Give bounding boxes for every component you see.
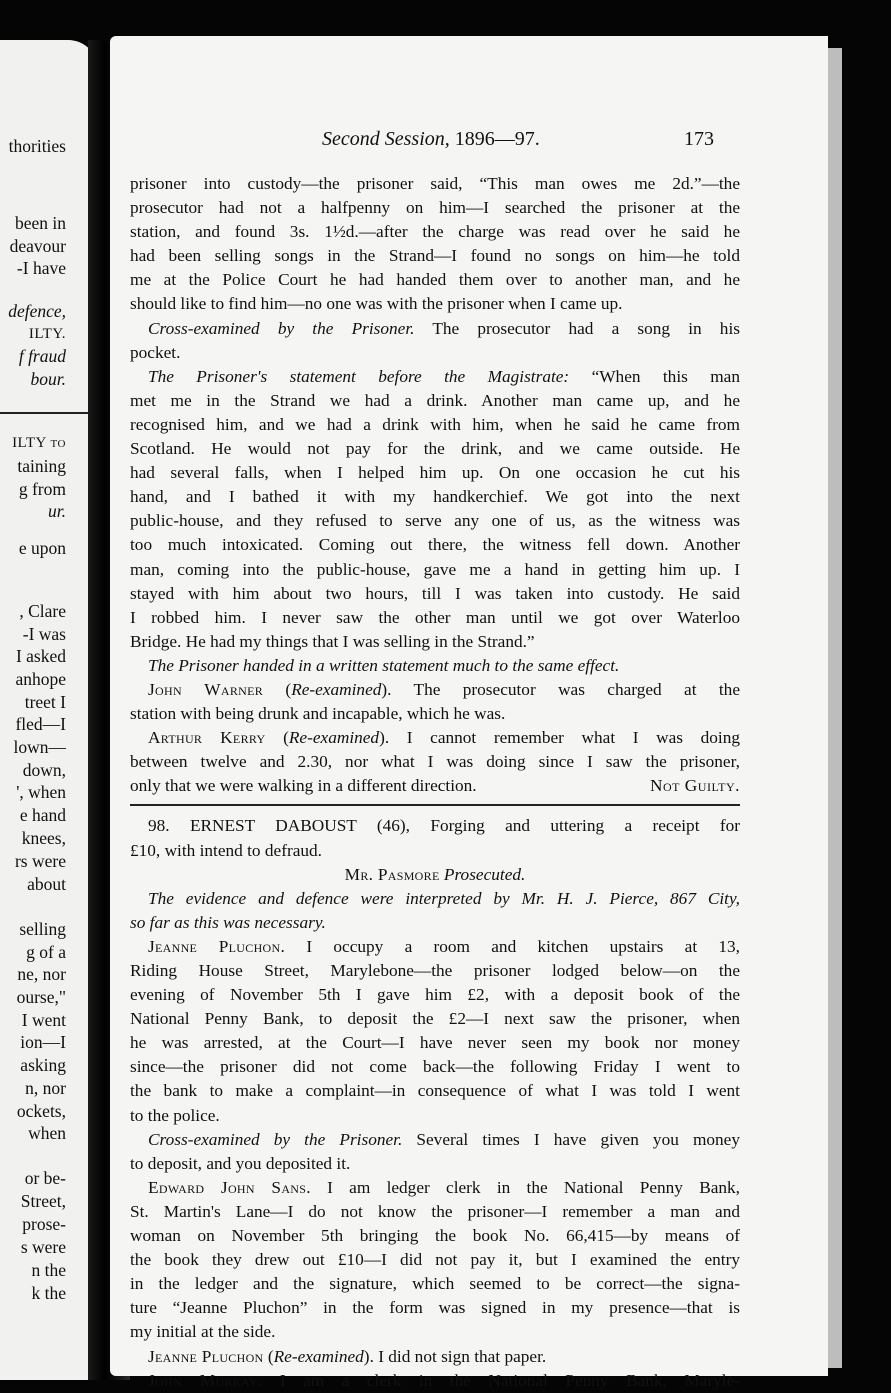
- left-page-line: g from: [18, 479, 66, 499]
- witness-name: John Murray.: [148, 1370, 263, 1390]
- right-page: [110, 36, 828, 1390]
- witness-name: John Warner: [148, 679, 264, 699]
- cross-examination-2-cont: to deposit, and you deposited it.: [130, 1153, 351, 1173]
- cross-examination-label: Cross-examined by the Prisoner.: [148, 318, 415, 338]
- text-line: evening of November 5th I gave him £2, with a deposit book of the: [130, 985, 740, 1005]
- cross-examination-1-cont: pocket.: [130, 342, 181, 362]
- prosecutor-name: Mr. Pasmore: [344, 864, 440, 884]
- witness-text: . I did not sign that paper.: [369, 1346, 547, 1366]
- left-page-line: e upon: [18, 538, 66, 558]
- statement-label: The Prisoner's statement before the Magistrate:: [148, 366, 570, 386]
- text-line: my initial at the side.: [130, 1322, 276, 1342]
- left-page-line: ockets,: [16, 1101, 66, 1121]
- session-title: Second Session,: [322, 128, 450, 150]
- verdict: Not Guilty.: [650, 776, 740, 796]
- text-line: public-house, and they refused to serve any one of us, as the witness was: [130, 511, 740, 531]
- left-page-line: treet I: [24, 692, 66, 712]
- statement-text: “When this man: [569, 366, 740, 386]
- left-page-line: ne, nor: [17, 964, 66, 984]
- cross-examination-1: [130, 317, 740, 341]
- text-line: recognised him, and we had a drink with him, when he said he came from: [130, 414, 740, 434]
- reexamined-label: Re-examined: [288, 728, 380, 748]
- kerry-reexamination-cont: between twelve and 2.30, nor what I was doing since I saw the prisoner,: [130, 752, 740, 772]
- text-line: stayed with him about two hours, till I was taken into custody. He said: [130, 583, 740, 603]
- text-line: too much intoxicated. Coming out there, the witness fell down. Another: [130, 535, 740, 555]
- text-line: Scotland. He would not pay for the drink, and we came outside. He: [130, 439, 740, 459]
- reexamined-label: Re-examined: [273, 1346, 364, 1366]
- left-page-line: about: [27, 874, 66, 894]
- left-page-line: fled—I: [15, 714, 66, 734]
- session-year: 1896—97.: [454, 128, 540, 150]
- left-page-line: , Clare: [19, 601, 66, 621]
- text-line: National Penny Bank, to deposit the £2—I next saw the prisoner, when: [130, 1009, 740, 1029]
- text-line: in the ledger and the signature, which seemed to be correct—the signa-: [130, 1274, 740, 1294]
- interpreter-note-cont: so far as this was necessary.: [130, 912, 326, 932]
- interpreter-note: The evidence and defence were interpreted by Mr. H. J. Pierce, 867 City,: [148, 888, 740, 908]
- reexamined-label: Re-examined: [291, 679, 382, 699]
- prosecuted-label: Prosecuted.: [439, 864, 526, 884]
- text-line: Riding House Street, Marylebone—the prisoner lodged below—on the: [130, 961, 740, 980]
- left-page-line: ', when: [16, 782, 66, 802]
- cross-examination-text: Several times I have given you money: [402, 1129, 740, 1149]
- running-title: [322, 128, 540, 151]
- left-page-line: k the: [31, 1283, 66, 1303]
- cross-examination-label: Cross-examined by the Prisoner.: [148, 1129, 403, 1149]
- cross-examination-2: [130, 1128, 740, 1152]
- left-page-line: f fraud: [18, 346, 66, 366]
- text-line: the bank to make a complaint—in consequence of what I was told I went: [130, 1081, 740, 1101]
- murray-testimony: [130, 1369, 740, 1393]
- left-page-line: knees,: [21, 828, 66, 848]
- left-page-line: asking: [20, 1055, 66, 1075]
- left-page-line: when: [28, 1123, 66, 1143]
- left-page-line: thorities: [8, 136, 66, 156]
- text-line: had several falls, when I helped him up. On one occasion he cut his: [130, 463, 740, 483]
- warner-reexamination-cont: station with being drunk and incapable, which he was.: [130, 704, 506, 724]
- witness-name: Arthur Kerry: [148, 728, 266, 748]
- left-page-line: Street,: [20, 1191, 66, 1211]
- text-line: since—the prisoner did not come back—the following Friday I went to: [130, 1057, 740, 1077]
- cross-examination-text: The prosecutor had a song in his: [414, 318, 740, 338]
- witness-name: Edward John Sans.: [148, 1177, 311, 1197]
- left-page-line: -I was: [22, 624, 66, 644]
- left-page-line: I asked: [15, 646, 66, 666]
- testimony-opening: [130, 172, 740, 317]
- left-page-line: anhope: [15, 669, 66, 689]
- left-page-line: prose-: [22, 1214, 66, 1234]
- witness-text: . I cannot remember what I was doing: [384, 728, 741, 748]
- prisoner-statement: [130, 389, 740, 654]
- left-page-line: I went: [21, 1010, 66, 1030]
- left-page-line: down,: [22, 760, 66, 780]
- text-line: to the police.: [130, 1105, 220, 1125]
- prisoner-statement-head: [130, 365, 740, 389]
- text-line: met me in the Strand we had a drink. Another man came up, and he: [130, 390, 740, 410]
- left-page-line: selling: [19, 919, 66, 939]
- written-statement-note: The Prisoner handed in a written statement much to the same effect.: [148, 655, 620, 675]
- text-line: me at the Police Court he had handed them over to another man, and he: [130, 270, 740, 290]
- left-page-line: or be-: [24, 1168, 66, 1188]
- text-line: ture “Jeanne Pluchon” in the form was signed in my presence—that is: [130, 1298, 740, 1318]
- left-facing-page: [0, 40, 98, 1380]
- page-edge: [826, 48, 842, 1368]
- left-page-divider: [0, 412, 94, 414]
- left-page-line: g of a: [26, 942, 66, 962]
- kerry-last-line: only that we were walking in a different direction.: [130, 776, 477, 796]
- witness-name: Jeanne Pluchon.: [148, 936, 286, 956]
- left-page-line: -I have: [16, 258, 66, 278]
- text-line: prosecutor had not a halfpenny on him—I searched the prisoner at the: [130, 198, 740, 218]
- text-line: woman on November 5th bringing the book No. 66,415—by means of: [130, 1226, 740, 1246]
- left-page-line: ion—I: [20, 1032, 66, 1052]
- sans-testimony: [130, 1176, 740, 1345]
- text-line: man, coming into the public-house, gave me a hand in getting him up. I: [130, 559, 740, 579]
- witness-text: I am a clerk in the National Penny Bank, Maryle-: [262, 1370, 741, 1390]
- text-line: he was arrested, at the Court—I have never seen my book nor money: [130, 1033, 740, 1053]
- warner-reexamination: John Warner (Re-examined). The prosecutor was charged at the: [148, 679, 740, 699]
- left-page-line: e hand: [19, 805, 66, 825]
- left-page-line: ILTY.: [28, 326, 66, 342]
- left-page-line: deavour: [9, 236, 66, 256]
- left-page-line: ur.: [48, 501, 66, 521]
- left-page-line: defence,: [8, 301, 66, 321]
- left-page-line: ourse,": [16, 987, 66, 1007]
- left-page-line: lown—: [13, 737, 66, 757]
- running-head: [110, 128, 828, 158]
- kerry-reexamination-end: [130, 774, 740, 798]
- text-line: prisoner into custody—the prisoner said, “This man owes me 2d.”—the: [130, 174, 740, 193]
- page-body: [130, 172, 740, 1393]
- witness-text: I am ledger clerk in the National Penny Bank,: [310, 1177, 740, 1197]
- text-line: hand, and I bathed it with my handkerchief. We got into the next: [130, 487, 740, 507]
- left-page-line: ILTY to: [12, 435, 66, 451]
- text-line: [130, 935, 740, 959]
- text-line: [130, 1176, 740, 1200]
- left-page-line: taining: [17, 456, 66, 476]
- text-line: should like to find him—no one was with the prisoner when I came up.: [130, 294, 623, 314]
- case-heading: 98. ERNEST DABOUST (46), Forging and uttering a receipt for: [148, 816, 740, 836]
- left-page-line: bour.: [30, 369, 66, 389]
- witness-name: Jeanne Pluchon: [148, 1346, 264, 1366]
- left-page-line: rs were: [14, 851, 66, 871]
- page-number: 173: [684, 128, 714, 150]
- text-line: station, and found 3s. 1½d.—after the charge was read over he said he: [130, 222, 740, 242]
- case-heading-cont: £10, with intend to defraud.: [130, 840, 322, 860]
- kerry-reexamination: Arthur Kerry (Re-examined). I cannot remember what I was doing: [148, 728, 741, 748]
- section-divider: [130, 804, 740, 806]
- text-line: I robbed him. I never saw the other man until we got over Waterloo: [130, 607, 740, 627]
- text-line: Bridge. He had my things that I was selling in the Strand.”: [130, 631, 535, 651]
- text-line: the book they drew out £10—I did not pay it, but I examined the entry: [130, 1250, 740, 1270]
- left-page-line: n the: [31, 1260, 66, 1280]
- pluchon-testimony: [130, 935, 740, 1128]
- left-page-line: s were: [20, 1237, 66, 1257]
- text-line: St. Martin's Lane—I do not know the prisoner—I remember a man and: [130, 1201, 740, 1221]
- witness-text: . The prosecutor was charged at the: [387, 679, 740, 699]
- prosecution-line: [130, 863, 740, 887]
- left-page-line: been in: [14, 213, 66, 233]
- left-page-text: [0, 40, 98, 1380]
- pluchon-reexamination: Jeanne Pluchon (Re-examined). I did not sign that paper.: [148, 1346, 547, 1366]
- left-page-line: n, nor: [25, 1078, 66, 1098]
- text-line: had been selling songs in the Strand—I found no songs on him—he told: [130, 246, 740, 266]
- witness-text: I occupy a room and kitchen upstairs at 13,: [285, 936, 740, 956]
